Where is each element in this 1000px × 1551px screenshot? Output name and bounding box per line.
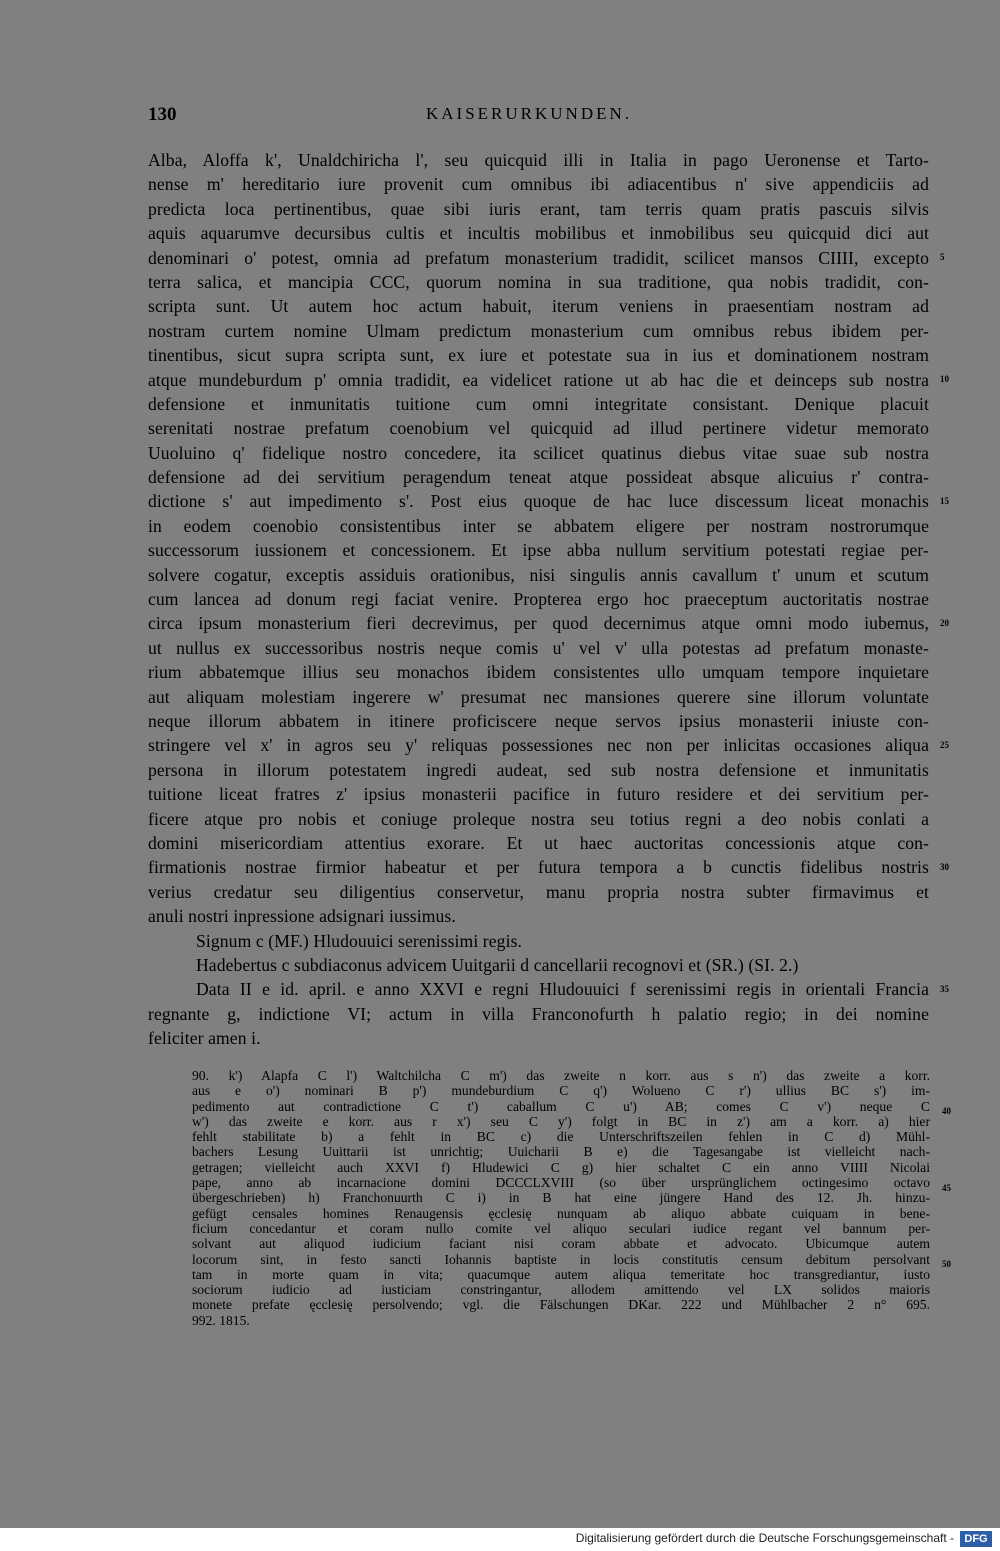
page-header bbox=[148, 104, 928, 132]
dating-line: Data II e id. april. e anno XXVI e regni Hludouuici f serenissimi regis in orientali Francia bbox=[196, 979, 929, 1000]
note-line: übergeschrieben) h) Franchonuurth C i) in B hat eine jüngere Hand des 12. Jh. hinzu- bbox=[192, 1190, 930, 1206]
note-line: bachers Lesung Uuittarii ist unrichtig; Uuicharii B e) die Tagesangabe ist vielleicht nach- bbox=[192, 1144, 930, 1160]
note-line: locorum sint, in festo sancti Iohannis baptiste in locis constitutis censum debitum persolvant bbox=[192, 1251, 930, 1267]
text-line: Uuoluino q' fidelique nostro concedere, ita scilicet quatinus diebus vitae suae sub nostra bbox=[148, 442, 929, 463]
text-line: predicta loca pertinentibus, quae sibi iuris erant, tam terris quam pratis pascuis silvis bbox=[148, 198, 929, 219]
text-line: defensione ad dei servitium peragendum teneat atque possideat absque alicuius r' contra- bbox=[148, 467, 929, 488]
note-line: w') das zweite e korr. aus r x') seu C y') folgt in BC in z') am a korr. a) hier bbox=[192, 1113, 930, 1129]
note-line: 90. k') Alapfa C l') Waltchilcha C m') das zweite n korr. aus s n') das zweite a korr. bbox=[192, 1068, 930, 1083]
note-line: ficium concedantur et coram nullo comite vel aliquo seculari iudice regant vel bannum per- bbox=[192, 1220, 930, 1236]
line-number: 5 bbox=[940, 252, 945, 262]
note-line-number-column bbox=[942, 1068, 966, 1368]
dating-line: regnante g, indictione VI; actum in villa Franconofurth h palatio regio; in dei nomine bbox=[148, 1003, 929, 1024]
line-number: 20 bbox=[940, 618, 949, 628]
page-number: 130 bbox=[148, 104, 177, 125]
text-line: Alba, Aloffa k', Unaldchiricha l', seu quicquid illi in Italia in pago Ueronense et Tarto- bbox=[148, 150, 929, 170]
text-line: tinentibus, sicut supra scripta sunt, ex iure et potestate sua in ius et dominationem nostram bbox=[148, 345, 929, 366]
text-line: solvere cogatur, exceptis assiduis orationibus, nisi singulis annis cavallum t' unum et scutum bbox=[148, 564, 929, 585]
signature-line: Signum c (MF.) Hludouuici serenissimi regis. bbox=[196, 930, 523, 951]
text-line: nense m' hereditario iure provenit cum omnibus ibi adiacentibus n' sive appendiciis ad bbox=[148, 174, 929, 195]
text-line: tuitione liceat fratres z' ipsius monasterii pacifice in futuro residere et dei servitium per- bbox=[148, 784, 929, 805]
running-title: KAISERURKUNDEN. bbox=[426, 104, 633, 123]
note-line: sociorum iudicio ad iusticiam constringantur, allodem amittendo vel LX solidos maioris bbox=[192, 1282, 930, 1298]
text-line: domini misericordiam attentius exorare. Et ut haec auctoritas concessionis atque con- bbox=[148, 832, 929, 853]
text-line: serenitati nostrae prefatum coenobium vel quicquid ad illud pertinere videtur memorato bbox=[148, 418, 929, 439]
line-number: 15 bbox=[940, 496, 949, 506]
text-line: successorum iussionem et concessionem. Et ipse abba nullum servitium potestati regiae per- bbox=[148, 540, 929, 561]
text-line: atque mundeburdum p' omnia tradidit, ea videlicet ratione ut ab hac die et deinceps sub nostra bbox=[148, 369, 929, 390]
note-line: gefügt censales homines Renaugensis ęcclesię nunquam ab aliquo abbate cuiquam in bene- bbox=[192, 1205, 930, 1221]
text-line: ut nullus ex successoribus nostris neque comis u' vel v' ulla potestas ad prefatum monaste- bbox=[148, 637, 929, 658]
line-number: 10 bbox=[940, 374, 949, 384]
text-line: defensione et inmunitatis tuitione cum omni integritate consistant. Denique placuit bbox=[148, 393, 929, 414]
text-line: scripta sunt. Ut autem hoc actum habuit, iterum veniens in praesentiam nostram ad bbox=[148, 296, 929, 317]
text-line: circa ipsum monasterium fieri decrevimus, per quod decernimus atque omni modo iubemus, bbox=[148, 613, 929, 634]
text-line: stringere vel x' in agros seu y' reliquas possessiones nec non per inlicitas occasiones aliqua bbox=[148, 735, 929, 756]
text-line: neque illorum abbatem in itinere proficiscere neque servos ipsius monasterii iniuste con- bbox=[148, 710, 929, 731]
text-line: ficere atque pro nobis et coniuge proleque nostra seu totius regni a deo nobis conlati a bbox=[148, 808, 929, 829]
note-line: pape, anno ab incarnacione domini DCCCLXVIII (so über ursprünglichem octingesimo octavo bbox=[192, 1175, 930, 1191]
text-line: cum lancea ad donum regi faciat venire. Propterea ergo hoc praeceptum auctoritatis nostrae bbox=[148, 589, 929, 610]
text-line: in eodem coenobio consistentibus inter se abbatem eligere per nostram nostrorumque bbox=[148, 515, 929, 536]
text-line: terra salica, et mancipia CCC, quorum nomina in sua traditione, qua nobis tradidit, con- bbox=[148, 271, 929, 292]
footer-strip bbox=[0, 1528, 1000, 1551]
line-number: 25 bbox=[940, 740, 949, 750]
note-line: getragen; vielleicht auch XXVI f) Hludewici C g) hier schaltet C ein anno VIIII Nicolai bbox=[192, 1159, 930, 1175]
note-line: solvant aut aliquod iudicium faciant nisi coram abbate et advocato. Ubicumque autem bbox=[192, 1236, 930, 1252]
line-number-column bbox=[940, 148, 964, 1048]
text-line: persona in illorum potestatem ingredi audeat, sed sub nostra defensione et inmunitatis bbox=[148, 759, 929, 780]
text-line: aut aliquam molestiam ingerere w' presumat nec mansiones querere sine illorum voluntate bbox=[148, 686, 929, 707]
line-number: 45 bbox=[942, 1183, 951, 1193]
dating-line: feliciter amen i. bbox=[148, 1028, 261, 1049]
text-line: nostram curtem nomine Ulmam predictum monasterium cum omnibus rebus ibidem per- bbox=[148, 320, 929, 341]
text-line: rium abbatemque illius seu monachos ibidem consistentes ullo umquam tempore inquietare bbox=[148, 662, 929, 683]
note-line: 992. 1815. bbox=[192, 1312, 250, 1328]
note-line: aus e o') nominari B p') mundeburdium C q') Wolueno C r') ullius BC s') im- bbox=[192, 1083, 930, 1099]
line-number: 40 bbox=[942, 1106, 951, 1116]
note-line: fehlt stabilitate b) a fehlt in BC c) die Unterschriftszeilen fehlen in C d) Mühl- bbox=[192, 1129, 930, 1145]
note-line: tam in morte quam in vita; quacumque autem aliqua temeritate hoc transgrediantur, iusto bbox=[192, 1266, 930, 1282]
text-line: dictione s' aut impedimento s'. Post eius quoque de hac luce discessum liceat monachis bbox=[148, 491, 929, 512]
charter-text bbox=[148, 148, 929, 1050]
dfg-logo: DFG bbox=[960, 1531, 992, 1547]
funding-credit: Digitalisierung gefördert durch die Deutsche Forschungsgemeinschaft - bbox=[575, 1531, 954, 1545]
line-number: 30 bbox=[940, 862, 949, 872]
text-line: anuli nostri inpressione adsignari iussimus. bbox=[148, 906, 456, 927]
note-line: monete prefate ęcclesię persolvendo; vgl. die Fälschungen DKar. 222 und Mühlbacher 2 n° 695. bbox=[192, 1297, 930, 1313]
text-line: verius credatur seu diligentius conservetur, manu propria nostra subter firmavimus et bbox=[148, 881, 929, 902]
line-number: 35 bbox=[940, 984, 949, 994]
text-line: firmationis nostrae firmior habeatur et per futura tempora a b cunctis fidelibus nostris bbox=[148, 857, 929, 878]
text-line: aquis aquarumve decursibus cultis et incultis mobilibus et inmobilibus seu quicquid dici aut bbox=[148, 223, 929, 244]
apparatus-notes bbox=[192, 1068, 930, 1328]
note-line: pedimento aut contradictione C t') caballum C u') AB; comes C v') neque C bbox=[192, 1098, 930, 1114]
line-number: 50 bbox=[942, 1259, 951, 1269]
text-line: denominari o' potest, omnia ad prefatum monasterium tradidit, scilicet mansos CIIII, excepto bbox=[148, 247, 929, 268]
signature-line: Hadebertus c subdiaconus advicem Uuitgarii d cancellarii recognovi et (SR.) (SI. 2.) bbox=[196, 954, 799, 975]
